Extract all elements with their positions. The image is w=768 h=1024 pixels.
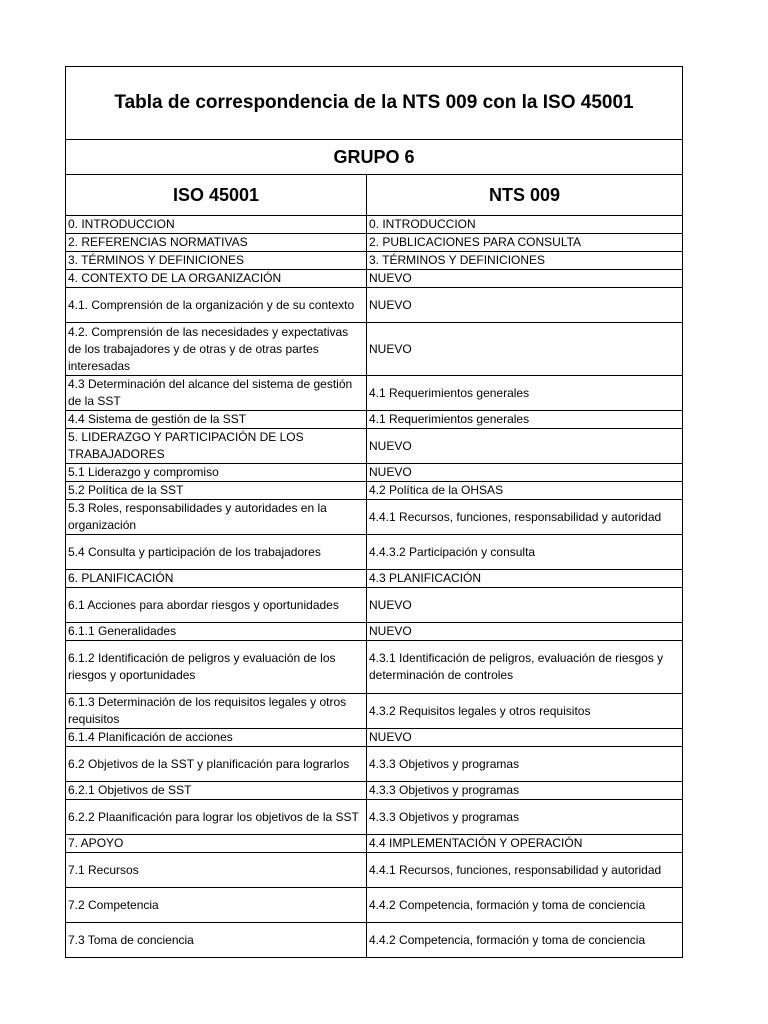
iso-clause-cell: 2. REFERENCIAS NORMATIVAS	[66, 234, 367, 252]
iso-clause-cell: 5. LIDERAZGO Y PARTICIPACIÓN DE LOS TRABAJADORES	[66, 429, 367, 464]
nts-clause-cell: NUEVO	[367, 270, 683, 288]
table-row	[66, 464, 683, 482]
column-header-iso: ISO 45001	[66, 175, 367, 216]
table-row	[66, 888, 683, 923]
nts-clause-cell: 4.4.1 Recursos, funciones, responsabilidad y autoridad	[367, 853, 683, 888]
nts-clause-cell: 4.4 IMPLEMENTACIÓN Y OPERACIÓN	[367, 835, 683, 853]
iso-clause-cell: 7. APOYO	[66, 835, 367, 853]
table-row	[66, 729, 683, 747]
nts-clause-cell: 2. PUBLICACIONES PARA CONSULTA	[367, 234, 683, 252]
iso-clause-cell: 5.2 Política de la SST	[66, 482, 367, 500]
table-row	[66, 252, 683, 270]
iso-clause-cell: 3. TÉRMINOS Y DEFINICIONES	[66, 252, 367, 270]
nts-clause-cell: 4.3 PLANIFICACIÓN	[367, 570, 683, 588]
table-row	[66, 288, 683, 323]
iso-clause-cell: 4.1. Comprensión de la organización y de su contexto	[66, 288, 367, 323]
table-row	[66, 800, 683, 835]
table-row	[66, 500, 683, 535]
table-row	[66, 234, 683, 252]
correspondence-table	[65, 66, 683, 958]
nts-clause-cell: 4.4.1 Recursos, funciones, responsabilidad y autoridad	[367, 500, 683, 535]
table-row	[66, 623, 683, 641]
iso-clause-cell: 4. CONTEXTO DE LA ORGANIZACIÓN	[66, 270, 367, 288]
iso-clause-cell: 7.1 Recursos	[66, 853, 367, 888]
nts-clause-cell: 4.4.2 Competencia, formación y toma de conciencia	[367, 888, 683, 923]
column-header-nts: NTS 009	[367, 175, 683, 216]
nts-clause-cell: 4.3.3 Objetivos y programas	[367, 800, 683, 835]
table-row	[66, 270, 683, 288]
iso-clause-cell: 4.2. Comprensión de las necesidades y expectativas de los trabajadores y de otras y de otras partes interesadas	[66, 323, 367, 376]
nts-clause-cell: 4.1 Requerimientos generales	[367, 411, 683, 429]
iso-clause-cell: 6.1 Acciones para abordar riesgos y oportunidades	[66, 588, 367, 623]
iso-clause-cell: 4.4 Sistema de gestión de la SST	[66, 411, 367, 429]
nts-clause-cell: NUEVO	[367, 588, 683, 623]
iso-clause-cell: 7.3 Toma de conciencia	[66, 923, 367, 958]
nts-clause-cell: 4.3.2 Requisitos legales y otros requisitos	[367, 694, 683, 729]
table-row	[66, 782, 683, 800]
group-label: GRUPO 6	[66, 140, 683, 175]
table-row	[66, 853, 683, 888]
table-row	[66, 835, 683, 853]
table-row	[66, 923, 683, 958]
table-row	[66, 641, 683, 694]
nts-clause-cell: NUEVO	[367, 323, 683, 376]
iso-clause-cell: 5.1 Liderazgo y compromiso	[66, 464, 367, 482]
iso-clause-cell: 5.3 Roles, responsabilidades y autoridades en la organización	[66, 500, 367, 535]
nts-clause-cell: NUEVO	[367, 288, 683, 323]
iso-clause-cell: 0. INTRODUCCION	[66, 216, 367, 234]
iso-clause-cell: 4.3 Determinación del alcance del sistema de gestión de la SST	[66, 376, 367, 411]
table-row	[66, 588, 683, 623]
table-row	[66, 411, 683, 429]
iso-clause-cell: 6.2 Objetivos de la SST y planificación para lograrlos	[66, 747, 367, 782]
iso-clause-cell: 6. PLANIFICACIÓN	[66, 570, 367, 588]
table-row	[66, 482, 683, 500]
iso-clause-cell: 6.2.1 Objetivos de SST	[66, 782, 367, 800]
iso-clause-cell: 7.2 Competencia	[66, 888, 367, 923]
table-row	[66, 216, 683, 234]
table-row	[66, 323, 683, 376]
iso-clause-cell: 6.1.3 Determinación de los requisitos legales y otros requisitos	[66, 694, 367, 729]
nts-clause-cell: NUEVO	[367, 464, 683, 482]
table-row	[66, 429, 683, 464]
nts-clause-cell: 4.2 Política de la OHSAS	[367, 482, 683, 500]
iso-clause-cell: 6.1.2 Identificación de peligros y evaluación de los riesgos y oportunidades	[66, 641, 367, 694]
table-row	[66, 570, 683, 588]
nts-clause-cell: 4.3.3 Objetivos y programas	[367, 782, 683, 800]
iso-clause-cell: 6.2.2 Plaanificación para lograr los objetivos de la SST	[66, 800, 367, 835]
table-row	[66, 747, 683, 782]
nts-clause-cell: 4.3.1 Identificación de peligros, evaluación de riesgos y determinación de controles	[367, 641, 683, 694]
nts-clause-cell: NUEVO	[367, 623, 683, 641]
table-title: Tabla de correspondencia de la NTS 009 con la ISO 45001	[66, 67, 683, 140]
nts-clause-cell: NUEVO	[367, 429, 683, 464]
table-row	[66, 376, 683, 411]
nts-clause-cell: 4.3.3 Objetivos y programas	[367, 747, 683, 782]
iso-clause-cell: 6.1.4 Planificación de acciones	[66, 729, 367, 747]
nts-clause-cell: NUEVO	[367, 729, 683, 747]
nts-clause-cell: 4.4.2 Competencia, formación y toma de conciencia	[367, 923, 683, 958]
nts-clause-cell: 0. INTRODUCCION	[367, 216, 683, 234]
iso-clause-cell: 5.4 Consulta y participación de los trabajadores	[66, 535, 367, 570]
table-row	[66, 694, 683, 729]
iso-clause-cell: 6.1.1 Generalidades	[66, 623, 367, 641]
table-row	[66, 535, 683, 570]
nts-clause-cell: 4.1 Requerimientos generales	[367, 376, 683, 411]
nts-clause-cell: 4.4.3.2 Participación y consulta	[367, 535, 683, 570]
nts-clause-cell: 3. TÉRMINOS Y DEFINICIONES	[367, 252, 683, 270]
